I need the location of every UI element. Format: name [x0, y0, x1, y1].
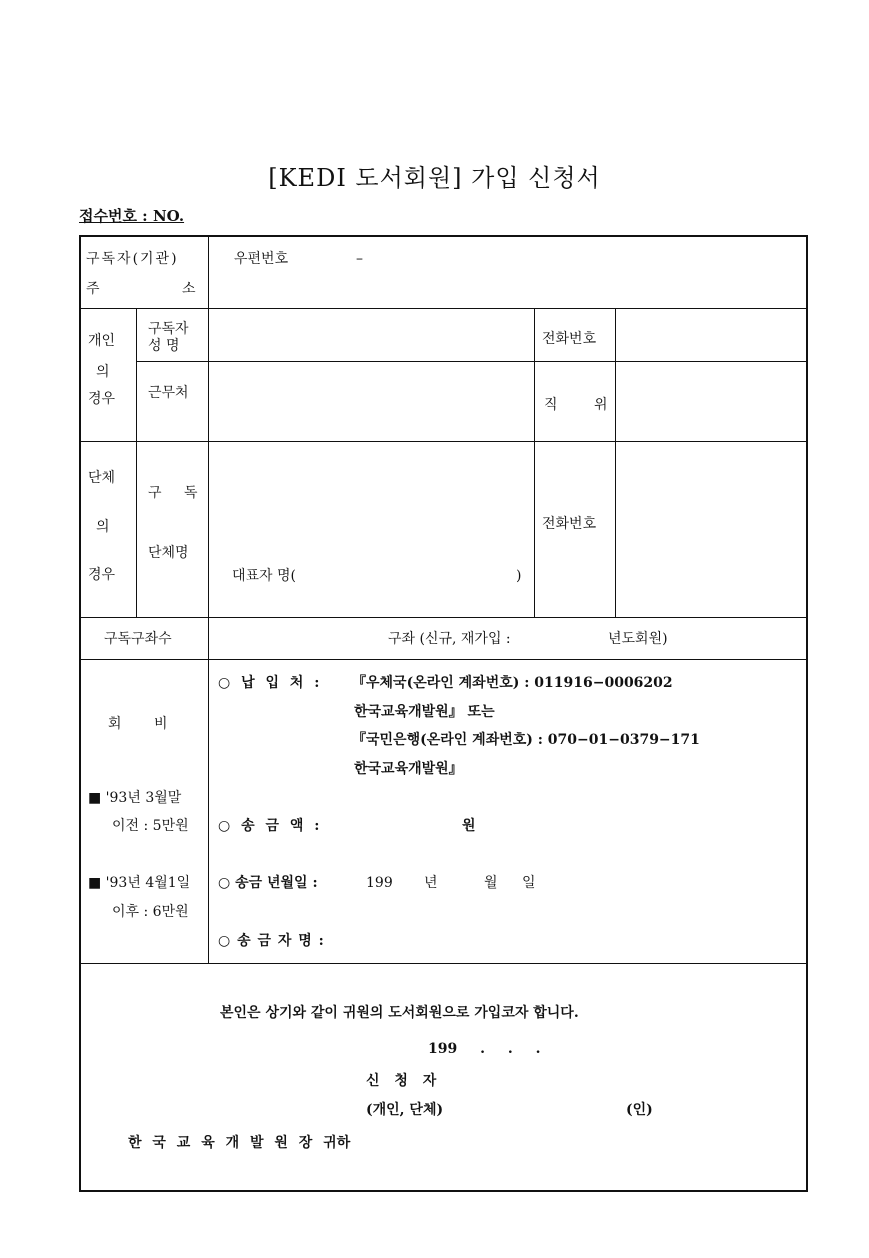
- position-label: 직 위: [544, 397, 608, 413]
- address-label-b: 소: [182, 281, 196, 297]
- applicant-type: (개인, 단체): [366, 1102, 444, 1118]
- organization-group-label-1: 단체: [88, 470, 116, 486]
- row-divider-organization: [79, 617, 808, 618]
- representative-close: ): [516, 568, 522, 584]
- workplace-label: 근무처: [148, 385, 189, 401]
- amount-unit: 원: [462, 818, 476, 834]
- fee-new-rate-2: 이후 : 6만원: [112, 904, 189, 920]
- col-divider-phone-label-left: [534, 308, 535, 617]
- addressee: 한 국 교 육 개 발 원 장 귀하: [128, 1135, 351, 1151]
- reception-number: 접수번호 : NO.: [79, 207, 185, 225]
- sender-name-label: ○ 송 금 자 명 :: [218, 933, 324, 949]
- representative-label: 대표자 명(: [232, 568, 297, 584]
- individual-phone-label: 전화번호: [542, 331, 597, 347]
- subscription-copies-label: 구독구좌수: [104, 631, 172, 647]
- row-divider-address: [79, 308, 808, 309]
- remit-date-year: 199: [366, 875, 393, 891]
- subscriber-name-label-2: 성 명: [148, 338, 180, 354]
- row-divider-fee: [79, 963, 808, 964]
- postal-code-label: 우편번호: [234, 251, 289, 267]
- fee-old-rate-2: 이전 : 5만원: [112, 818, 189, 834]
- row-divider-individual-name: [136, 361, 808, 362]
- individual-group-label-1: 개인: [88, 333, 116, 349]
- subscription-copies-value: 구좌 (신규, 재가입 :: [388, 631, 511, 647]
- remit-date-label: ○ 송금 년월일 :: [218, 875, 318, 891]
- col-divider-phone-label-right: [615, 308, 616, 617]
- col-divider-label: [208, 235, 209, 963]
- row-divider-individual: [79, 441, 808, 442]
- subscriber-institution-label: 구독자(기관): [86, 251, 179, 267]
- payment-place-label: ○ 납 입 처 :: [218, 675, 320, 691]
- organization-phone-label: 전화번호: [542, 516, 597, 532]
- organization-group-label-2: 의: [96, 519, 110, 535]
- remit-date-day-unit: 일: [522, 875, 536, 891]
- fee-old-rate-1: ■ '93년 3월말: [88, 790, 182, 806]
- payment-place-line-3: 『국민은행(온라인 계좌번호) : 070−01−0379−171: [352, 732, 700, 748]
- payment-place-line-2: 한국교육개발원』 또는: [354, 704, 495, 720]
- organization-name-label-2: 단체명: [148, 545, 189, 561]
- address-label-a: 주: [86, 281, 100, 297]
- subscriber-name-label-1: 구독자: [148, 321, 189, 337]
- remit-date-year-unit: 년: [424, 875, 438, 891]
- seal-mark: (인): [626, 1102, 653, 1118]
- individual-group-label-3: 경우: [88, 391, 116, 407]
- row-divider-copies: [79, 659, 808, 660]
- payment-place-line-1: 『우체국(온라인 계좌번호) : 011916−0006202: [352, 675, 673, 691]
- col-divider-group: [136, 308, 137, 617]
- individual-group-label-2: 의: [96, 364, 110, 380]
- applicant-label: 신 청 자: [366, 1073, 437, 1089]
- subscription-copies-value-end: 년도회원): [608, 631, 668, 647]
- fee-label: 회 비: [108, 716, 168, 732]
- organization-group-label-3: 경우: [88, 567, 116, 583]
- organization-name-label-1: 구 독: [148, 485, 198, 501]
- declaration-statement: 본인은 상기와 같이 귀원의 도서회원으로 가입코자 합니다.: [220, 1005, 579, 1021]
- page-title: [KEDI 도서회원] 가입 신청서: [268, 164, 601, 192]
- fee-new-rate-1: ■ '93년 4월1일: [88, 875, 191, 891]
- remit-date-month-unit: 월: [484, 875, 498, 891]
- amount-label: ○ 송 금 액 :: [218, 818, 320, 834]
- payment-place-line-4: 한국교육개발원』: [354, 761, 463, 777]
- declaration-date: 199 . . .: [428, 1041, 541, 1057]
- postal-code-dash: –: [356, 251, 363, 267]
